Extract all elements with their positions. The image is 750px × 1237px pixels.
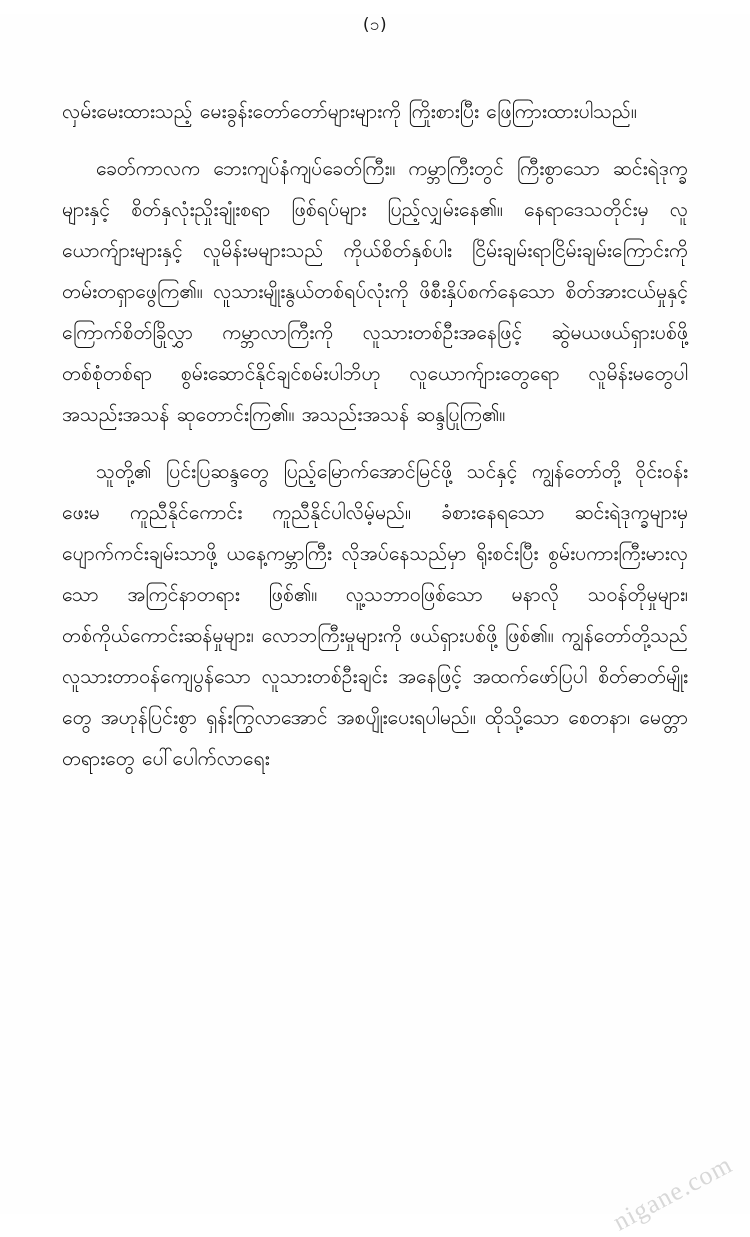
document-page — [0, 14, 750, 1237]
page-number: (၁) — [362, 15, 388, 35]
paragraph-2: ခေတ်ကာလက ဘေးကျပ်နံကျပ်ခေတ်ကြီး။ ကမ္ဘာကြီးတွင် ကြီးစွာသော ဆင်းရဲဒုက္ခများနှင့် စိတ်နှလုံးညှိုးချုံးစရာ ဖြစ်ရပ်များ ပြည့်လျှမ်းနေ၏။ နေရာဒေသတိုင်းမှ လူယောက်ျားများနှင့် လူမိန်းမများသည် ကိုယ်စိတ်နှစ်ပါး ငြိမ်းချမ်းရာငြိမ်းချမ်းကြောင်းကို တမ်းတရှာဖွေကြ၏။ လူသားမျိုးနွယ်တစ်ရပ်လုံးကို ဖိစီးနှိပ်စက်နေသော စိတ်အားငယ်မှုနှင့် ကြောက်စိတ်ခြိုလွှာ ကမ္ဘာလာကြီးကို လူသားတစ်ဦးအနေဖြင့် ဆွဲမယဖယ်ရှားပစ်ဖို့ တစ်စုံတစ်ရာ စွမ်းဆောင်နိုင်ချင်စမ်းပါဘိဟု လူယောက်ျားတွေရော လူမိန်းမတွေပါ အသည်းအသန် ဆုတောင်းကြ၏။ အသည်းအသန် ဆန္ဒပြုကြ၏။ — [62, 157, 688, 426]
paragraph-1: လှမ်းမေးထားသည့် မေးခွန်းတော်တော်များများကို ကြိုးစားပြီး ဖြေကြားထားပါသည်။ — [62, 100, 637, 123]
watermark: nigane.com — [608, 1149, 738, 1237]
body-text — [0, 39, 750, 779]
paragraph-3: သူတို့၏ ပြင်းပြဆန္ဒတွေ ပြည့်မြောက်အောင်မြင်ဖို့ သင်နှင့် ကျွန်တော်တို့ ဝိုင်းဝန်းဖေးမ ကူညီနိုင်ကောင်း ကူညီနိုင်ပါလိမ့်မည်။ ခံစားနေရသော ဆင်းရဲဒုက္ခများမှ ပျောက်ကင်းချမ်းသာဖို့ ယနေ့ကမ္ဘာကြီး လိုအပ်နေသည်မှာ ရိုးစင်းပြီး စွမ်းပကားကြီးမားလှသော အကြင်နာတရား ဖြစ်၏။ လူ့သဘာဝဖြစ်သော မနာလို သဝန်တိုမှုများ၊ တစ်ကိုယ်ကောင်းဆန်မှုများ၊ လောဘကြီးမှုများကို ဖယ်ရှားပစ်ဖို့ ဖြစ်၏။ ကျွန်တော်တို့သည် လူသားတာဝန်ကျေပွန်သော လူသားတစ်ဦးချင်း အနေဖြင့် အထက်ဖော်ပြပါ စိတ်ဓာတ်မျိုးတွေ အဟုန်ပြင်းစွာ ရှန်းကြွလာအောင် အစပျိုးပေးရပါမည်။ ထိုသို့သော စေတနာ၊ မေတ္တာတရားတွေ ပေါ်ပေါက်လာရေး — [62, 460, 688, 770]
